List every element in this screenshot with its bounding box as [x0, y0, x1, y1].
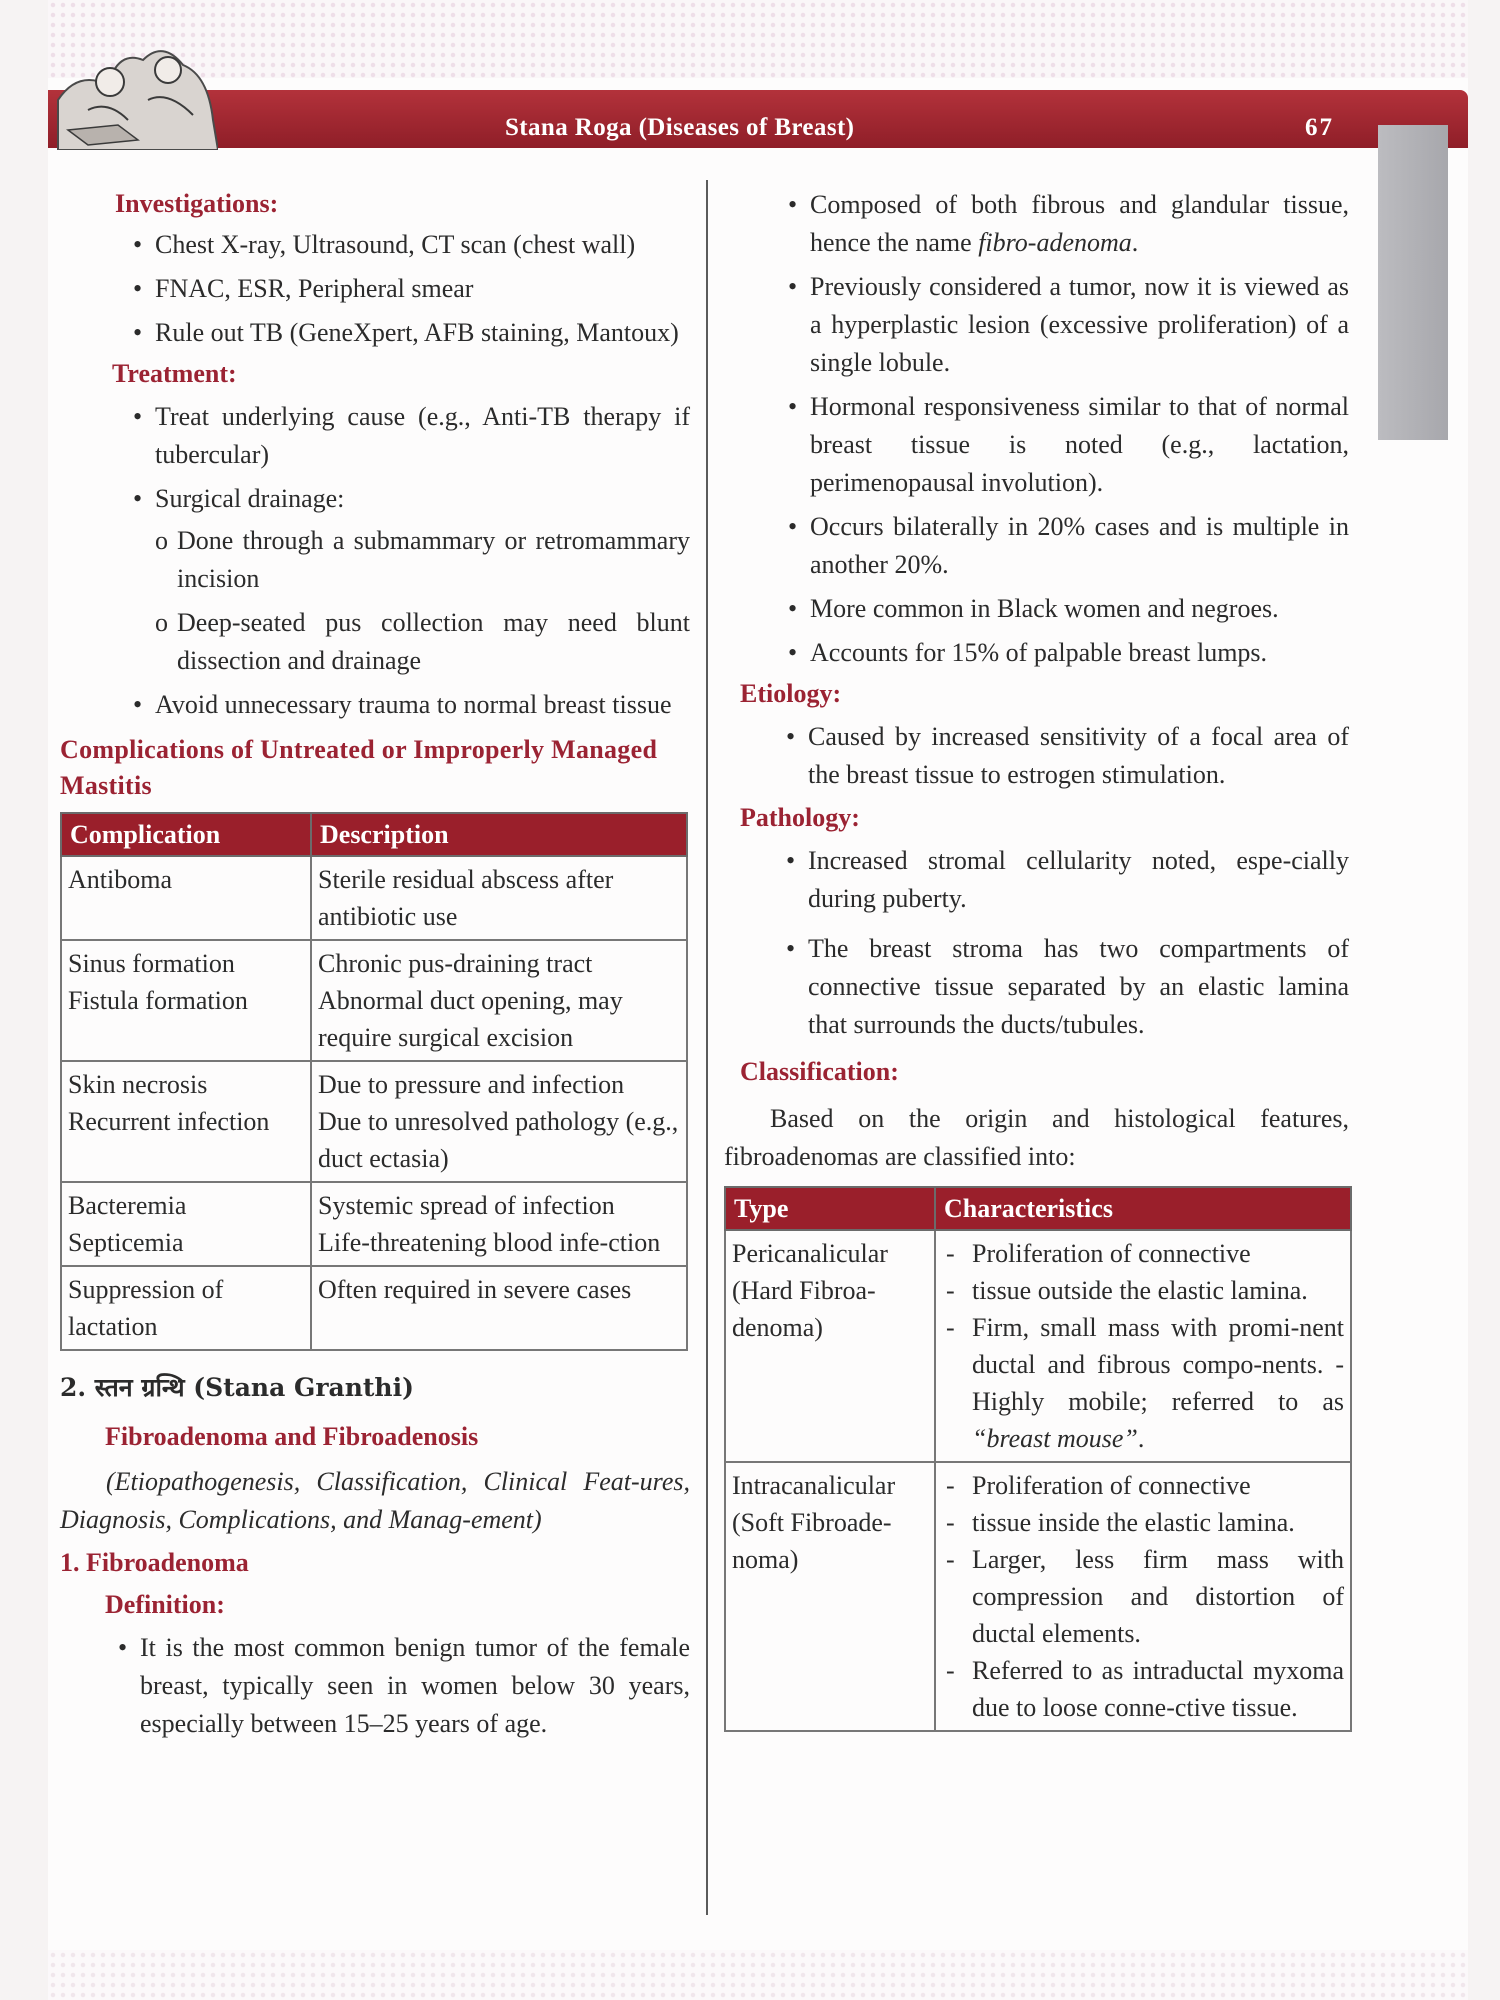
treatment-heading: Treatment: — [112, 359, 237, 388]
table-cell: Skin necrosis Recurrent infection — [61, 1061, 311, 1182]
section-2-heading: 2. स्तन ग्रन्थि (Stana Granthi) — [60, 1373, 414, 1402]
table-cell: Due to pressure and infection Due to unresolved pathology (e.g., duct ectasia) — [311, 1061, 687, 1182]
characteristic-line: - Proliferation of connective — [946, 1471, 1251, 1500]
pathology-list — [724, 842, 1349, 1044]
table-header-row — [725, 1187, 1351, 1230]
fibroadenoma-heading: 1. Fibroadenoma — [60, 1548, 249, 1577]
left-column — [60, 186, 690, 1743]
definition-list-cont — [724, 186, 1349, 672]
fibroadenoma-fibroadenosis-heading: Fibroadenoma and Fibroadenosis — [105, 1422, 479, 1451]
complications-table — [60, 812, 688, 1351]
table-row — [725, 1462, 1351, 1731]
list-item: • Previously considered a tumor, now it is viewed as a hyperplastic lesion (excessive proliferation) of a single lobule. — [810, 268, 1349, 382]
list-item: • Chest X-ray, Ultrasound, CT scan (chest wall) — [155, 226, 690, 264]
list-item: • Composed of both fibrous and glandular tissue, hence the name fibro-adenoma. — [810, 186, 1349, 262]
table-row — [61, 940, 687, 1061]
table-cell: Antiboma — [61, 856, 311, 940]
classification-intro: Based on the origin and histological features, fibroadenomas are classified into: — [724, 1104, 1349, 1171]
table-cell — [935, 1462, 1351, 1731]
table-header-row — [61, 813, 687, 856]
definition-list — [60, 1629, 690, 1743]
list-item: • It is the most common benign tumor of the female breast, typically seen in women below 30 years, especially between 15–25 years of age. — [140, 1629, 690, 1743]
list-item: • Treat underlying cause (e.g., Anti-TB therapy if tubercular) — [155, 398, 690, 474]
classification-heading: Classification: — [740, 1057, 899, 1086]
table-cell: Intracanalicular (Soft Fibroade-noma) — [725, 1462, 935, 1731]
table-row — [61, 1266, 687, 1350]
treatment-list — [60, 398, 690, 518]
table-cell: Chronic pus-draining tract Abnormal duct opening, may require surgical excision — [311, 940, 687, 1061]
table-cell: Often required in severe cases — [311, 1266, 687, 1350]
table-row — [61, 1182, 687, 1266]
table-cell: Sinus formation Fistula formation — [61, 940, 311, 1061]
table-cell: Pericanalicular (Hard Fibroa-denoma) — [725, 1230, 935, 1462]
definition-heading: Definition: — [105, 1590, 225, 1619]
list-item: • More common in Black women and negroes. — [810, 590, 1349, 628]
running-header-title: Stana Roga (Diseases of Breast) — [505, 114, 855, 141]
bottom-decorative-pattern — [48, 1950, 1468, 2000]
list-item: • FNAC, ESR, Peripheral smear — [155, 270, 690, 308]
column-header: Complication — [61, 813, 311, 856]
table-cell — [935, 1230, 1351, 1462]
column-header: Type — [725, 1187, 935, 1230]
characteristic-line: - Referred to as intraductal myxoma due to loose conne-ctive tissue. — [946, 1656, 1344, 1722]
list-item: • Caused by increased sensitivity of a focal area of the breast tissue to estrogen stimulation. — [808, 718, 1349, 794]
characteristic-line: - tissue outside the elastic lamina. — [946, 1276, 1308, 1305]
column-header: Characteristics — [935, 1187, 1351, 1230]
list-item: • Occurs bilaterally in 20% cases and is multiple in another 20%. — [810, 508, 1349, 584]
characteristic-line: - Firm, small mass with promi-nent ductal and fibrous compo-nents. - Highly mobile; referred to as “breast mouse”. — [946, 1313, 1344, 1453]
treatment-sublist — [60, 522, 690, 680]
investigations-list — [60, 226, 690, 352]
sages-illustration-icon — [48, 30, 218, 150]
list-item: • Avoid unnecessary trauma to normal breast tissue — [155, 686, 690, 724]
list-item: • Surgical drainage: — [155, 480, 690, 518]
complications-heading: Complications of Untreated or Improperly Managed Mastitis — [60, 735, 658, 800]
right-column — [724, 186, 1349, 1732]
column-header: Description — [311, 813, 687, 856]
table-cell: Suppression of lactation — [61, 1266, 311, 1350]
page-number: 67 — [1305, 114, 1334, 141]
list-item: • Hormonal responsiveness similar to that of normal breast tissue is noted (e.g., lactation, perimenopausal involution). — [810, 388, 1349, 502]
table-cell: Sterile residual abscess after antibiotic use — [311, 856, 687, 940]
list-item: • Increased stromal cellularity noted, espe-cially during puberty. — [808, 842, 1349, 918]
etiology-heading: Etiology: — [740, 679, 842, 708]
top-decorative-pattern — [48, 0, 1468, 78]
list-item: • The breast stroma has two compartments of connective tissue separated by an elastic lamina that surrounds the ducts/tubules. — [808, 930, 1349, 1044]
list-item: • Rule out TB (GeneXpert, AFB staining, Mantoux) — [155, 314, 690, 352]
etiology-list — [724, 718, 1349, 794]
table-cell: Systemic spread of infection Life-threatening blood infe-ction — [311, 1182, 687, 1266]
table-row — [61, 1061, 687, 1182]
pathology-heading: Pathology: — [740, 803, 860, 832]
treatment-list-cont — [60, 686, 690, 724]
classification-table — [724, 1186, 1352, 1732]
investigations-heading: Investigations: — [115, 189, 279, 218]
sub-list-item: o Deep-seated pus collection may need blunt dissection and drainage — [155, 608, 690, 675]
column-divider — [706, 180, 708, 1915]
list-item: • Accounts for 15% of palpable breast lumps. — [810, 634, 1349, 672]
table-row — [61, 856, 687, 940]
section-subtitle: (Etiopathogenesis, Classification, Clinical Feat-ures, Diagnosis, Complications, and Manag-ement) — [60, 1467, 690, 1534]
table-row — [725, 1230, 1351, 1462]
characteristic-line: - Larger, less firm mass with compression and distortion of ductal elements. — [946, 1545, 1344, 1648]
side-thumb-tab — [1378, 125, 1448, 440]
table-cell: Bacteremia Septicemia — [61, 1182, 311, 1266]
characteristic-line: - Proliferation of connective — [946, 1239, 1251, 1268]
sub-list-item: o Done through a submammary or retromammary incision — [155, 526, 690, 593]
characteristic-line: - tissue inside the elastic lamina. — [946, 1508, 1295, 1537]
